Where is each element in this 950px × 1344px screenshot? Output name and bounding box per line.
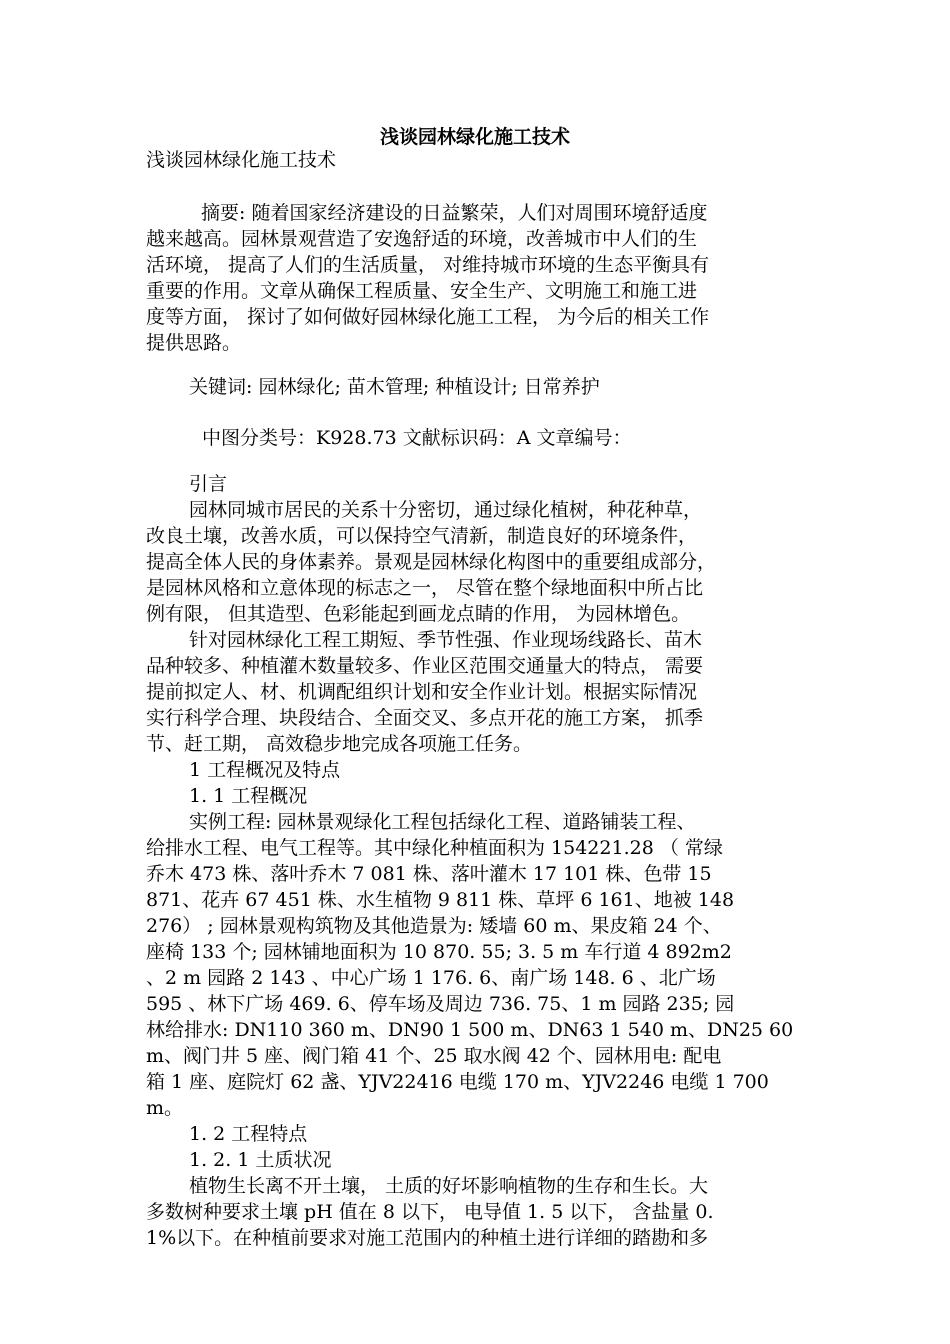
document-subtitle: 浅谈园林绿化施工技术 <box>146 149 337 171</box>
body-line: 乔木 473 株、落叶乔木 7 081 株、落叶灌木 17 101 株、色带 15 <box>146 863 712 885</box>
keywords-line <box>146 374 808 400</box>
body-line: 给排水工程、电气工程等。其中绿化种植面积为 154221.28 （ 常绿 <box>146 837 723 859</box>
body-line: 实行科学合理、块段结合、全面交叉、多点开花的施工方案， 抓季 <box>146 707 704 729</box>
body-line: 座椅 133 个; 园林铺地面积为 10 870. 55; 3. 5 m 车行道 4 892m2 <box>146 941 732 963</box>
body-line: 林给排水: DN110 360 m、DN90 1 500 m、DN63 1 540 m、DN25 60 <box>146 1019 794 1041</box>
abstract-line: 摘要: 随着国家经济建设的日益繁荣，人们对周围环境舒适度 <box>201 202 708 224</box>
abstract-paragraph <box>146 200 808 356</box>
body-line: 改良土壤，改善水质，可以保持空气清新，制造良好的环境条件， <box>146 525 698 547</box>
body-line: 箱 1 座、庭院灯 62 盏、YJV22416 电缆 170 m、YJV2246 电缆 1 700 <box>146 1071 769 1093</box>
body-line: 提高全体人民的身体素养。景观是园林绿化构图中的重要组成部分， <box>146 551 717 573</box>
abstract-line: 活环境， 提高了人们的生活质量， 对维持城市环境的生态平衡具有 <box>146 254 710 276</box>
body-line: 实例工程: 园林景观绿化工程包括绿化工程、道路铺装工程、 <box>189 811 696 833</box>
body-line: m。 <box>146 1097 184 1119</box>
subsection-heading: 1. 2. 1 土质状况 <box>189 1149 332 1171</box>
body-line: 多数树种要求土壤 pH 值在 8 以下， 电导值 1. 5 以下， 含盐量 0. <box>146 1201 714 1223</box>
subsection-heading: 1. 2 工程特点 <box>189 1123 308 1145</box>
body-line: 871、花卉 67 451 株、水生植物 9 811 株、草坪 6 161、地被 148 <box>146 889 735 911</box>
body-line: 针对园林绿化工程工期短、季节性强、作业现场线路长、苗木 <box>189 629 703 651</box>
body-line: 、2 m 园路 2 143 、中心广场 1 176. 6、南广场 148. 6 、北广场 <box>146 967 716 989</box>
document-title: 浅谈园林绿化施工技术 <box>379 126 570 148</box>
classification-line <box>146 425 808 451</box>
body-line: 节、赶工期， 高效稳步地完成各项施工任务。 <box>146 733 533 755</box>
keywords-text: 关键词: 园林绿化; 苗木管理; 种植设计; 日常养护 <box>189 376 600 398</box>
section-heading: 1 工程概况及特点 <box>189 759 341 781</box>
abstract-line: 提供思路。 <box>146 332 242 354</box>
body-line: 例有限， 但其造型、色彩能起到画龙点睛的作用， 为园林增色。 <box>146 603 691 625</box>
body-line: 595 、林下广场 469. 6、停车场及周边 736. 75、1 m 园路 235; 园 <box>146 993 735 1015</box>
body-line: 品种较多、种植灌木数量较多、作业区范围交通量大的特点， 需要 <box>146 655 704 677</box>
abstract-line: 越来越高。园林景观营造了安逸舒适的环境，改善城市中人们的生 <box>146 228 698 250</box>
subsection-heading: 1. 1 工程概况 <box>189 785 308 807</box>
abstract-line: 度等方面， 探讨了如何做好园林绿化施工工程， 为今后的相关工作 <box>146 306 710 328</box>
classification-text: 中图分类号：K928.73 文献标识码：A 文章编号： <box>202 427 632 449</box>
body-line: 植物生长离不开土壤， 土质的好坏影响植物的生存和生长。大 <box>189 1175 709 1197</box>
body-line: 园林同城市居民的关系十分密切，通过绿化植树，种花种草， <box>189 499 703 521</box>
body-line: 1%以下。在种植前要求对施工范围内的种植土进行详细的踏勘和多 <box>146 1227 709 1249</box>
body-line: 提前拟定人、材、机调配组织计划和安全作业计划。根据实际情况 <box>146 681 698 703</box>
body-line: 276） ; 园林景观构筑物及其他造景为: 矮墙 60 m、果皮箱 24 个、 <box>146 915 722 937</box>
body-text <box>146 471 808 1251</box>
body-line: m、阀门井 5 座、阀门箱 41 个、25 取水阀 42 个、园林用电: 配电 <box>146 1045 722 1067</box>
abstract-line: 重要的作用。文章从确保工程质量、安全生产、文明施工和施工进 <box>146 280 698 302</box>
heading-intro: 引言 <box>189 473 228 495</box>
body-line: 是园林风格和立意体现的标志之一， 尽管在整个绿地面积中所占比 <box>146 577 704 599</box>
